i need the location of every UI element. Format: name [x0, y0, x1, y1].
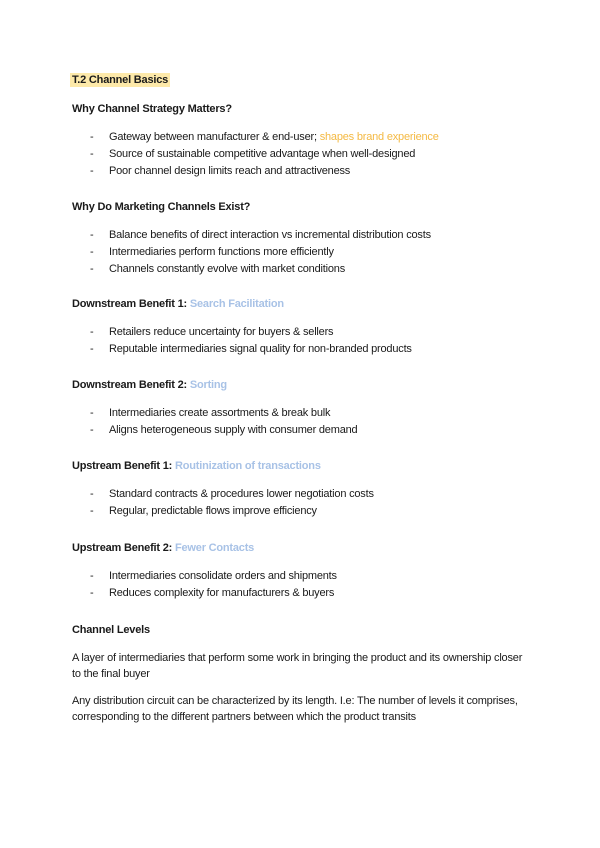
list-item: - Retailers reduce uncertainty for buyers & sellers	[72, 324, 542, 341]
section-heading	[72, 298, 542, 310]
list-item: - Standard contracts & procedures lower negotiation costs	[72, 486, 542, 503]
section-channel-levels	[72, 624, 542, 725]
heading-accent: Search Facilitation	[189, 298, 284, 310]
bullet-list	[72, 405, 542, 439]
section-heading	[72, 379, 542, 391]
list-item: - Intermediaries perform functions more efficiently	[72, 244, 542, 261]
list-item: - Balance benefits of direct interaction vs incremental distribution costs	[72, 227, 542, 244]
list-item	[72, 129, 542, 146]
list-item: - Poor channel design limits reach and attractiveness	[72, 163, 542, 180]
section-heading: Why Channel Strategy Matters?	[72, 103, 232, 115]
highlight-text: shapes brand experience	[319, 131, 439, 143]
section-downstream-1	[72, 298, 542, 358]
list-item: - Aligns heterogeneous supply with consumer demand	[72, 422, 542, 439]
heading-accent: Sorting	[189, 379, 227, 391]
list-item: - Reduces complexity for manufacturers & buyers	[72, 585, 542, 602]
bullet-list	[72, 568, 542, 602]
heading-label: Downstream Benefit 1:	[72, 298, 190, 310]
section-heading	[72, 542, 542, 554]
list-item: - Intermediaries create assortments & break bulk	[72, 405, 542, 422]
section-upstream-1	[72, 460, 542, 520]
bullet-list	[72, 486, 542, 520]
document-title: T.2 Channel Basics	[72, 74, 169, 86]
section-upstream-2	[72, 542, 542, 602]
section-heading: Channel Levels	[72, 624, 150, 636]
list-item: - Reputable intermediaries signal quality for non-branded products	[72, 341, 542, 358]
heading-label: Downstream Benefit 2:	[72, 379, 190, 391]
list-item-text: Gateway between manufacturer & end-user;	[109, 131, 320, 143]
heading-label: Upstream Benefit 1:	[72, 460, 175, 472]
heading-accent: Fewer Contacts	[174, 542, 255, 554]
section-heading: Why Do Marketing Channels Exist?	[72, 201, 251, 213]
bullet-list	[72, 129, 542, 180]
heading-label: Upstream Benefit 2:	[72, 542, 175, 554]
list-item: - Source of sustainable competitive advantage when well-designed	[72, 146, 542, 163]
section-channel-strategy	[72, 103, 542, 180]
list-item: - Regular, predictable flows improve efficiency	[72, 503, 542, 520]
heading-accent: Routinization of transactions	[174, 460, 321, 472]
bullet-list	[72, 324, 542, 358]
section-heading	[72, 460, 542, 472]
list-item: - Channels constantly evolve with market conditions	[72, 261, 542, 278]
bullet-list	[72, 227, 542, 278]
paragraph: A layer of intermediaries that perform some work in bringing the product and its ownership closer to the final buyer	[72, 652, 523, 680]
list-item: - Intermediaries consolidate orders and shipments	[72, 568, 542, 585]
section-marketing-channels	[72, 201, 542, 278]
section-downstream-2	[72, 379, 542, 439]
paragraph: Any distribution circuit can be characterized by its length. I.e: The number of levels it comprises, corresponding to the different partners between which the product transits	[72, 695, 518, 723]
